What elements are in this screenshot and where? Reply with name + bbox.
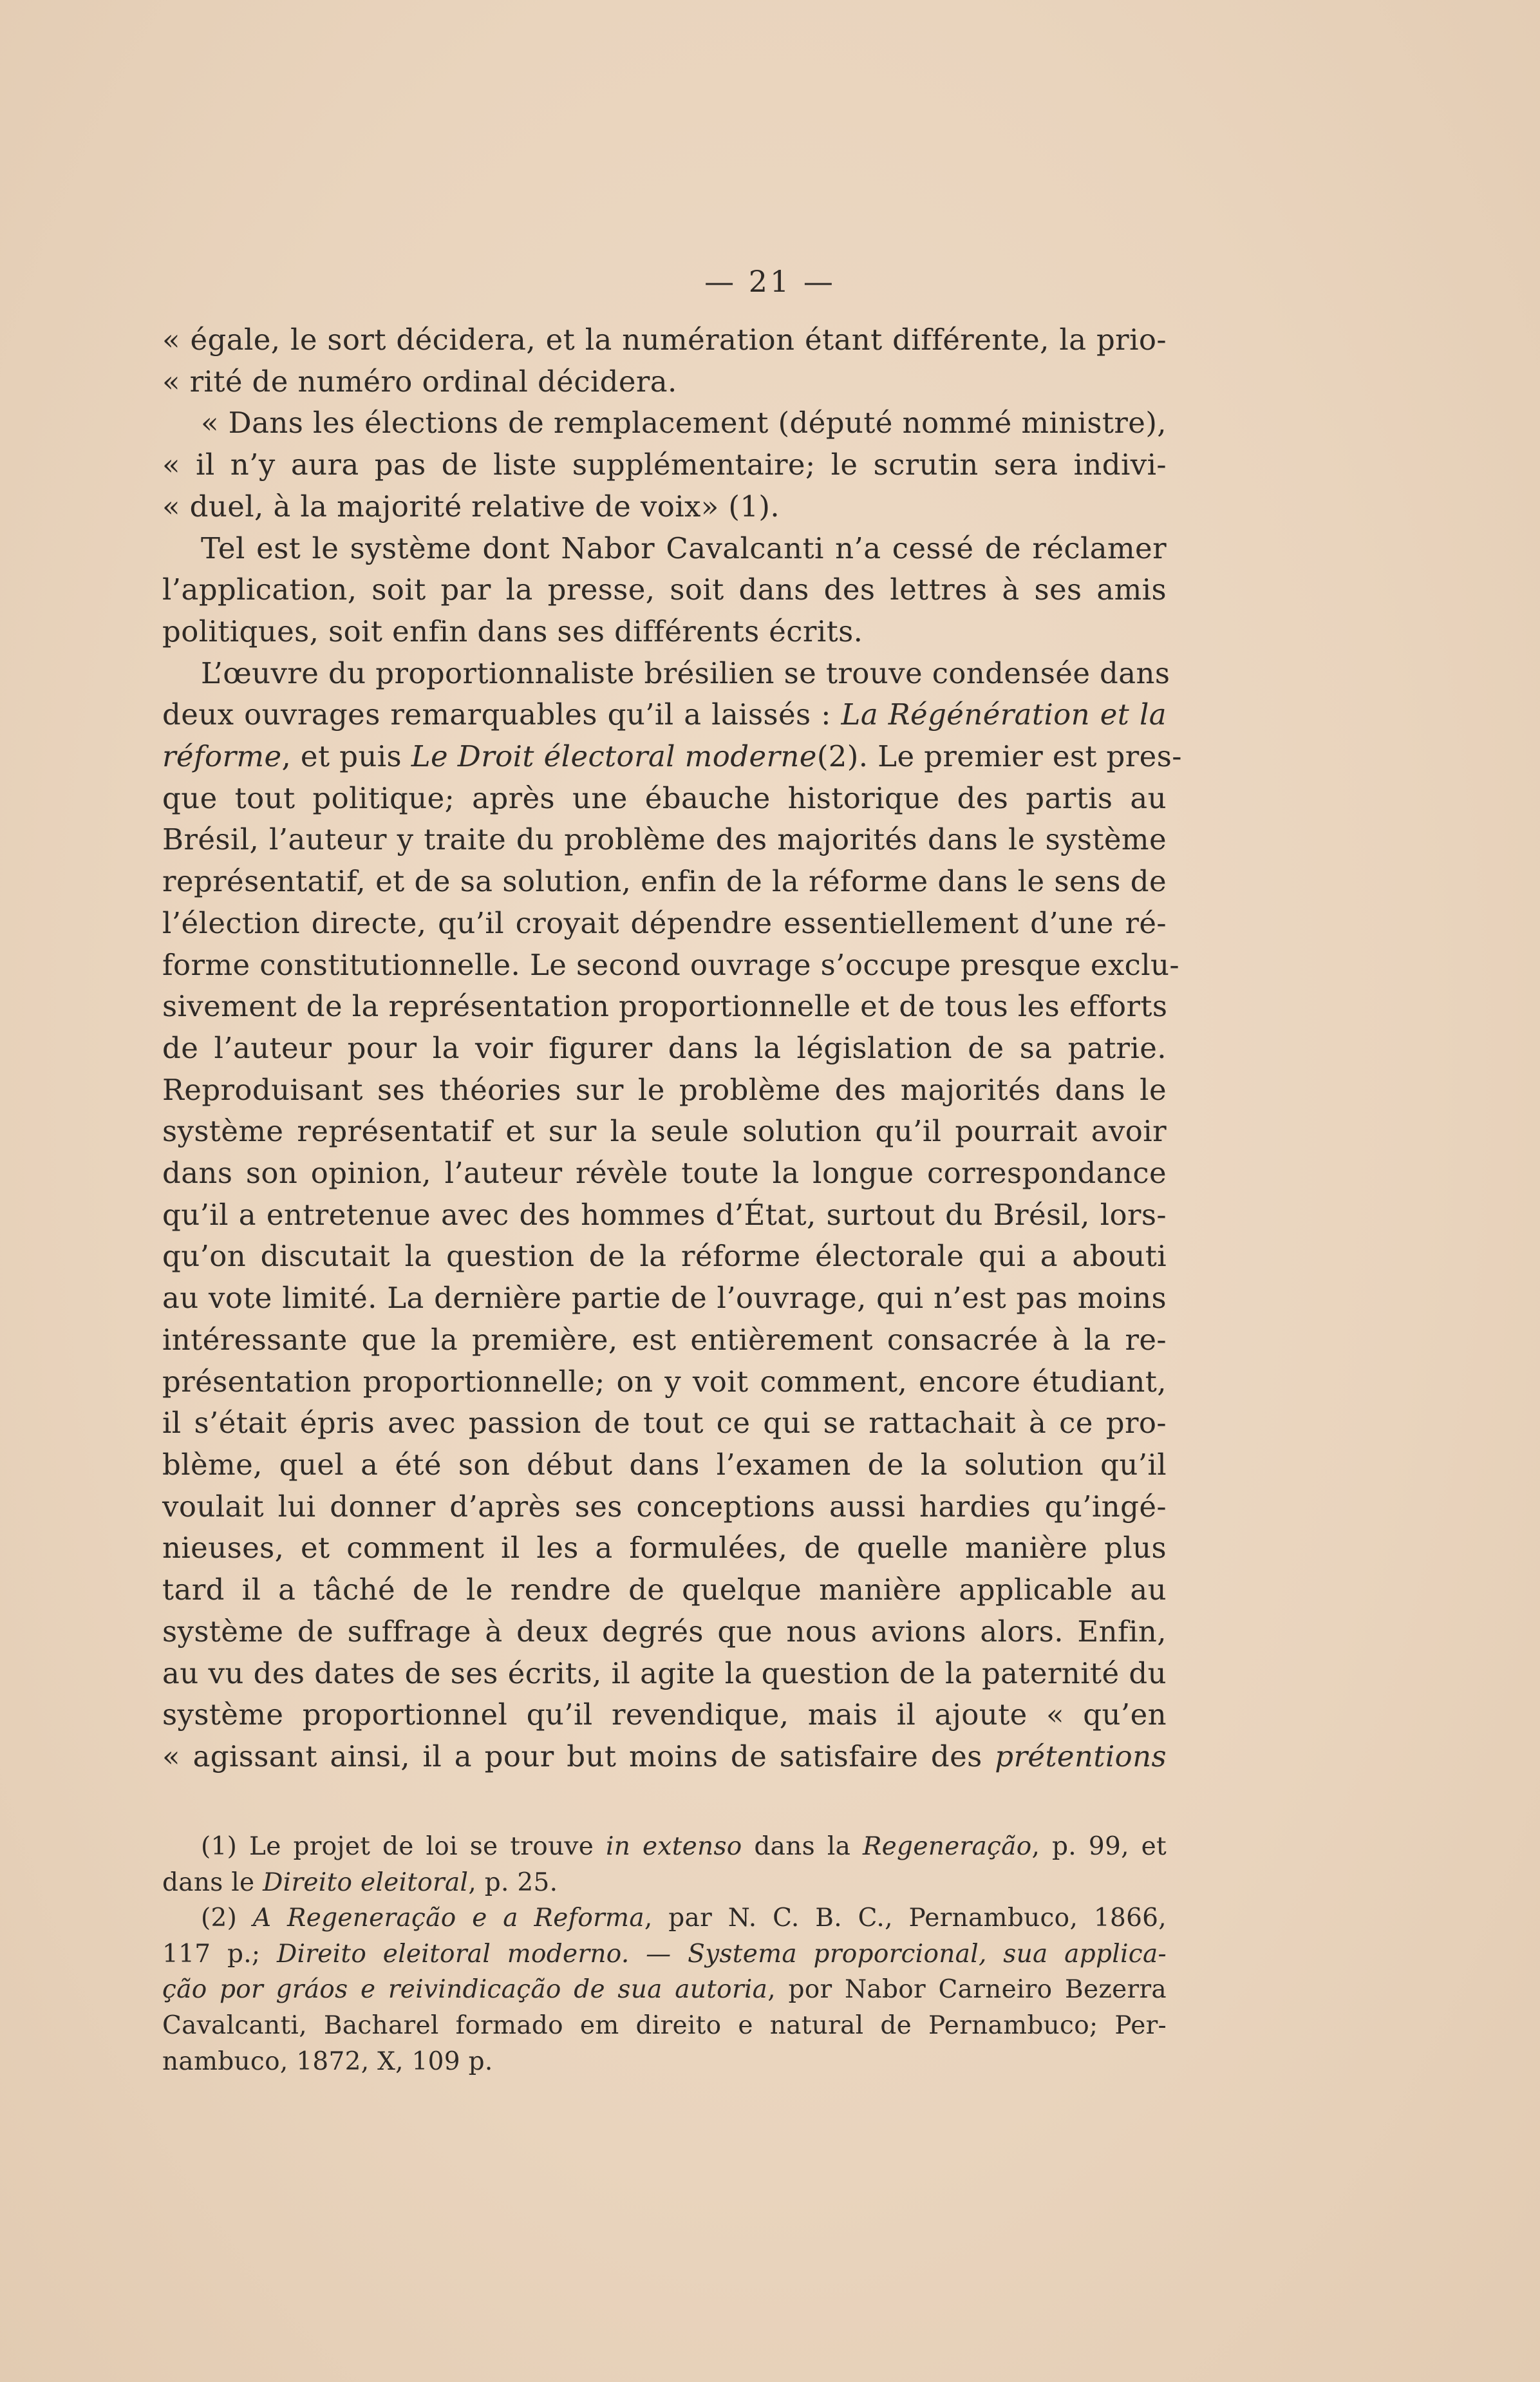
page-number: — 21 —	[704, 264, 836, 299]
footnote-line	[162, 1865, 1167, 1901]
italic-text: Direito eleitoral moderno. — Systema proporcional, sua applica-	[276, 1939, 1167, 1969]
body-line: dans son opinion, l’auteur révèle toute la longue correspondance	[162, 1156, 1167, 1191]
body-line: « duel, à la majorité relative de voix» (1).	[162, 489, 780, 524]
footnote-line: nambuco, 1872, X, 109 p.	[162, 2046, 493, 2076]
footnote-line	[162, 1936, 1167, 1972]
body-line	[162, 736, 1182, 778]
body-line: système de suffrage à deux degrés que nous avions alors. Enfin,	[162, 1614, 1167, 1649]
body-line: « Dans les élections de remplacement (député nommé ministre),	[201, 406, 1167, 440]
text-run: 117 p.;	[162, 1939, 277, 1969]
italic-text: ção por gráos e reivindicação de sua autoria	[162, 1975, 768, 2005]
text-run: « agissant ainsi, il a pour but moins de satisfaire des	[162, 1739, 995, 1773]
italic-text: Regeneração	[863, 1832, 1032, 1861]
text-run: (2). Le premier est pres-	[816, 739, 1182, 774]
body-line: l’application, soit par la presse, soit dans des lettres à ses amis	[162, 572, 1167, 607]
text-run: , par N. C. B. C., Pernambuco, 1866,	[644, 1904, 1167, 1933]
italic-text: Direito eleitoral	[263, 1867, 469, 1897]
body-line: « rité de numéro ordinal décidera.	[162, 364, 677, 399]
footnotes	[162, 1829, 1167, 2079]
body-line: voulait lui donner d’après ses conceptions aussi hardies qu’ingé-	[162, 1489, 1167, 1524]
text-run: deux ouvrages remarquables qu’il a laissés :	[162, 697, 841, 732]
text-run: , p. 25.	[468, 1867, 558, 1897]
body-text	[162, 319, 1182, 1778]
footnote-line: Cavalcanti, Bacharel formado em direito e natural de Pernambuco; Per-	[162, 2010, 1167, 2040]
italic-text: in extenso	[605, 1832, 742, 1861]
italic-text: Le Droit électoral moderne	[411, 739, 817, 774]
body-line: « égale, le sort décidera, et la numération étant différente, la prio-	[162, 323, 1167, 357]
text-run: dans la	[742, 1832, 863, 1861]
text-run: , et puis	[281, 739, 411, 774]
body-line: présentation proportionnelle; on y voit comment, encore étudiant,	[162, 1364, 1167, 1399]
body-line: sivement de la représentation proportionnelle et de tous les efforts	[162, 989, 1168, 1024]
body-line: il s’était épris avec passion de tout ce qui se rattachait à ce pro-	[162, 1406, 1167, 1441]
footnote-line	[162, 1900, 1167, 1936]
body-line: tard il a tâché de le rendre de quelque manière applicable au	[162, 1573, 1167, 1607]
body-line: qu’il a entretenue avec des hommes d’État, surtout du Brésil, lors-	[162, 1197, 1167, 1232]
italic-text: La Régénération et la	[841, 697, 1167, 732]
text-run: , por Nabor Carneiro Bezerra	[767, 1975, 1167, 2005]
body-line: Tel est le système dont Nabor Cavalcanti n’a cessé de réclamer	[201, 531, 1167, 565]
italic-text: A Regeneração e a Reforma	[252, 1904, 644, 1933]
text-run: dans le	[162, 1867, 263, 1897]
body-line: système représentatif et sur la seule solution qu’il pourrait avoir	[162, 1114, 1167, 1149]
footnote-line	[162, 1829, 1167, 1865]
body-line: nieuses, et comment il les a formulées, de quelle manière plus	[162, 1531, 1167, 1565]
body-line: forme constitutionnelle. Le second ouvrage s’occupe presque exclu-	[162, 947, 1180, 982]
body-line: que tout politique; après une ébauche historique des partis au	[162, 780, 1167, 815]
body-line	[162, 1736, 1167, 1778]
body-line: L’œuvre du proportionnaliste brésilien se trouve condensée dans	[201, 656, 1170, 690]
body-line: au vote limité. La dernière partie de l’ouvrage, qui n’est pas moins	[162, 1281, 1167, 1316]
body-line: Brésil, l’auteur y traite du problème des majorités dans le système	[162, 822, 1167, 857]
text-run: (1) Le projet de loi se trouve	[201, 1832, 606, 1861]
body-line: de l’auteur pour la voir figurer dans la législation de sa patrie.	[162, 1030, 1167, 1065]
text-run: , p. 99, et	[1031, 1832, 1167, 1861]
body-line: système proportionnel qu’il revendique, mais il ajoute « qu’en	[162, 1697, 1167, 1732]
italic-text: prétentions	[995, 1739, 1167, 1773]
body-line: Reproduisant ses théories sur le problème des majorités dans le	[162, 1072, 1167, 1107]
body-line: qu’on discutait la question de la réforme électorale qui a abouti	[162, 1239, 1167, 1274]
text-run: (2)	[201, 1904, 253, 1933]
body-line: blème, quel a été son début dans l’examen de la solution qu’il	[162, 1447, 1167, 1482]
body-line: représentatif, et de sa solution, enfin de la réforme dans le sens de	[162, 864, 1167, 899]
body-line: « il n’y aura pas de liste supplémentaire; le scrutin sera indivi-	[162, 448, 1167, 482]
footnote-line	[162, 1972, 1167, 2008]
body-line: politiques, soit enfin dans ses différents écrits.	[162, 614, 863, 648]
body-line: l’élection directe, qu’il croyait dépendre essentiellement d’une ré-	[162, 905, 1167, 940]
body-line: intéressante que la première, est entièrement consacrée à la re-	[162, 1322, 1167, 1357]
body-line	[162, 694, 1167, 736]
body-line: au vu des dates de ses écrits, il agite la question de la paternité du	[162, 1656, 1167, 1690]
italic-text: réforme	[162, 739, 282, 774]
